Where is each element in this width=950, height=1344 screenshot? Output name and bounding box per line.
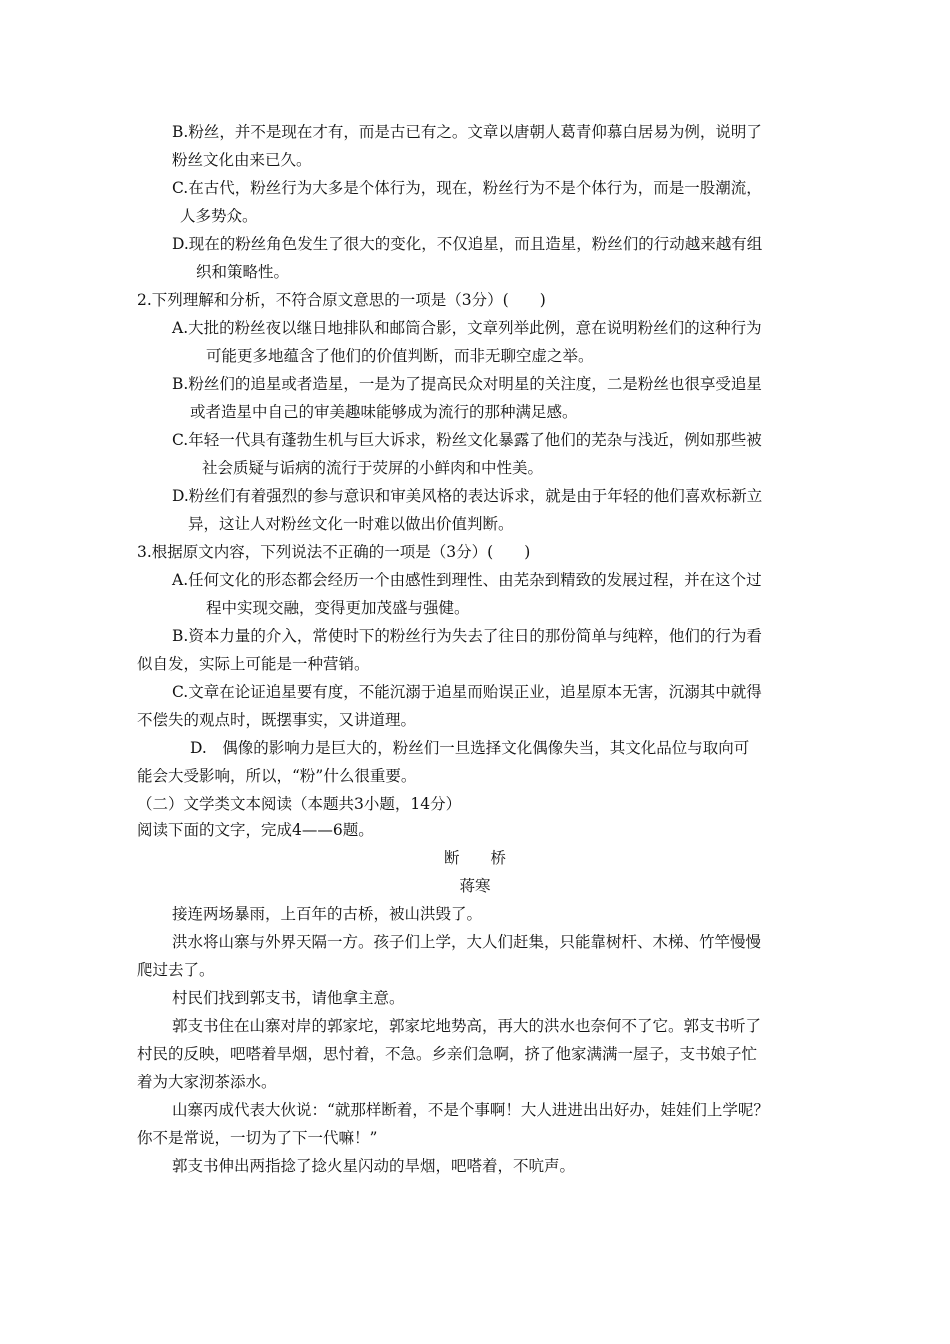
story-paragraph-2-line2: 爬过去了。 [137, 961, 215, 979]
story-paragraph-4-line3: 着为大家沏茶添水。 [137, 1073, 277, 1091]
q3-option-a-line2: 程中实现交融，变得更加茂盛与强健。 [206, 599, 470, 617]
story-paragraph-2-line1: 洪水将山寨与外界天隔一方。孩子们上学，大人们赶集，只能靠树杆、木梯、竹竿慢慢 [172, 933, 762, 951]
q1-option-c-line1: C.在古代，粉丝行为大多是个体行为，现在，粉丝行为不是个体行为，而是一股潮流， [172, 179, 762, 197]
story-title: 断 桥 [443, 849, 506, 867]
q3-option-c-line2: 不偿失的观点时，既摆事实，又讲道理。 [137, 711, 417, 729]
q2-option-d-line1: D.粉丝们有着强烈的参与意识和审美风格的表达诉求，就是由于年轻的他们喜欢标新立 [172, 487, 763, 505]
reading-instruction: 阅读下面的文字，完成4——6题。 [137, 821, 374, 839]
q1-option-b-line1: B.粉丝，并不是现在才有，而是古已有之。文章以唐朝人葛青仰慕白居易为例，说明了 [172, 123, 762, 141]
q2-option-a-line2: 可能更多地蕴含了他们的价值判断，而非无聊空虚之举。 [206, 347, 594, 365]
q1-option-b-line2: 粉丝文化由来已久。 [172, 151, 312, 169]
story-paragraph-5-line2: 你不是常说，一切为了下一代嘛！” [137, 1129, 378, 1147]
story-paragraph-6: 郭支书伸出两指捻了捻火星闪动的旱烟，吧嗒着，不吭声。 [172, 1157, 576, 1175]
q2-option-b-line2: 或者造星中自己的审美趣味能够成为流行的那种满足感。 [190, 403, 578, 421]
section-heading: （二）文学类文本阅读（本题共3小题，14分） [137, 795, 462, 813]
q3-option-a-line1: A.任何文化的形态都会经历一个由感性到理性、由芜杂到精致的发展过程，并在这个过 [172, 571, 762, 589]
q2-stem: 2.下列理解和分析，不符合原文意思的一项是（3分）( ) [137, 291, 546, 309]
story-paragraph-5-line1: 山寨丙成代表大伙说：“就那样断着，不是个事啊！大人进进出出好办，娃娃们上学呢？ [172, 1101, 769, 1119]
q2-option-a-line1: A.大批的粉丝夜以继日地排队和邮筒合影，文章列举此例，意在说明粉丝们的这种行为 [172, 319, 762, 337]
q3-option-d-line2: 能会大受影响，所以，“粉”什么很重要。 [137, 767, 417, 785]
q2-option-d-line2: 异，这让人对粉丝文化一时难以做出价值判断。 [188, 515, 514, 533]
q1-option-d-line1: D.现在的粉丝角色发生了很大的变化，不仅追星，而且造星，粉丝们的行动越来越有组 [172, 235, 763, 253]
story-author: 蒋寒 [459, 877, 491, 895]
q2-option-c-line2: 社会质疑与诟病的流行于荧屏的小鲜肉和中性美。 [202, 459, 544, 477]
q3-option-d-line1: D. 偶像的影响力是巨大的，粉丝们一旦选择文化偶像失当，其文化品位与取向可 [190, 739, 750, 757]
q1-option-c-line2: 人多势众。 [180, 207, 258, 225]
q2-option-c-line1: C.年轻一代具有蓬勃生机与巨大诉求，粉丝文化暴露了他们的芜杂与浅近，例如那些被 [172, 431, 762, 449]
q1-option-d-line2: 织和策略性。 [196, 263, 290, 281]
q2-option-b-line1: B.粉丝们的追星或者造星，一是为了提高民众对明星的关注度，二是粉丝也很享受追星 [172, 375, 762, 393]
q3-option-b-line2: 似自发，实际上可能是一种营销。 [137, 655, 370, 673]
q3-stem: 3.根据原文内容，下列说法不正确的一项是（3分）( ) [137, 543, 531, 561]
story-paragraph-1: 接连两场暴雨，上百年的古桥，被山洪毁了。 [172, 905, 483, 923]
story-paragraph-4-line1: 郭支书住在山寨对岸的郭家坨，郭家坨地势高，再大的洪水也奈何不了它。郭支书听了 [172, 1017, 762, 1035]
story-paragraph-4-line2: 村民的反映，吧嗒着旱烟，思忖着，不急。乡亲们急啊，挤了他家满满一屋子，支书娘子忙 [137, 1045, 758, 1063]
q3-option-c-line1: C.文章在论证追星要有度，不能沉溺于追星而贻误正业，追星原本无害，沉溺其中就得 [172, 683, 762, 701]
story-paragraph-3: 村民们找到郭支书，请他拿主意。 [172, 989, 405, 1007]
q3-option-b-line1: B.资本力量的介入，常使时下的粉丝行为失去了往日的那份简单与纯粹，他们的行为看 [172, 627, 762, 645]
